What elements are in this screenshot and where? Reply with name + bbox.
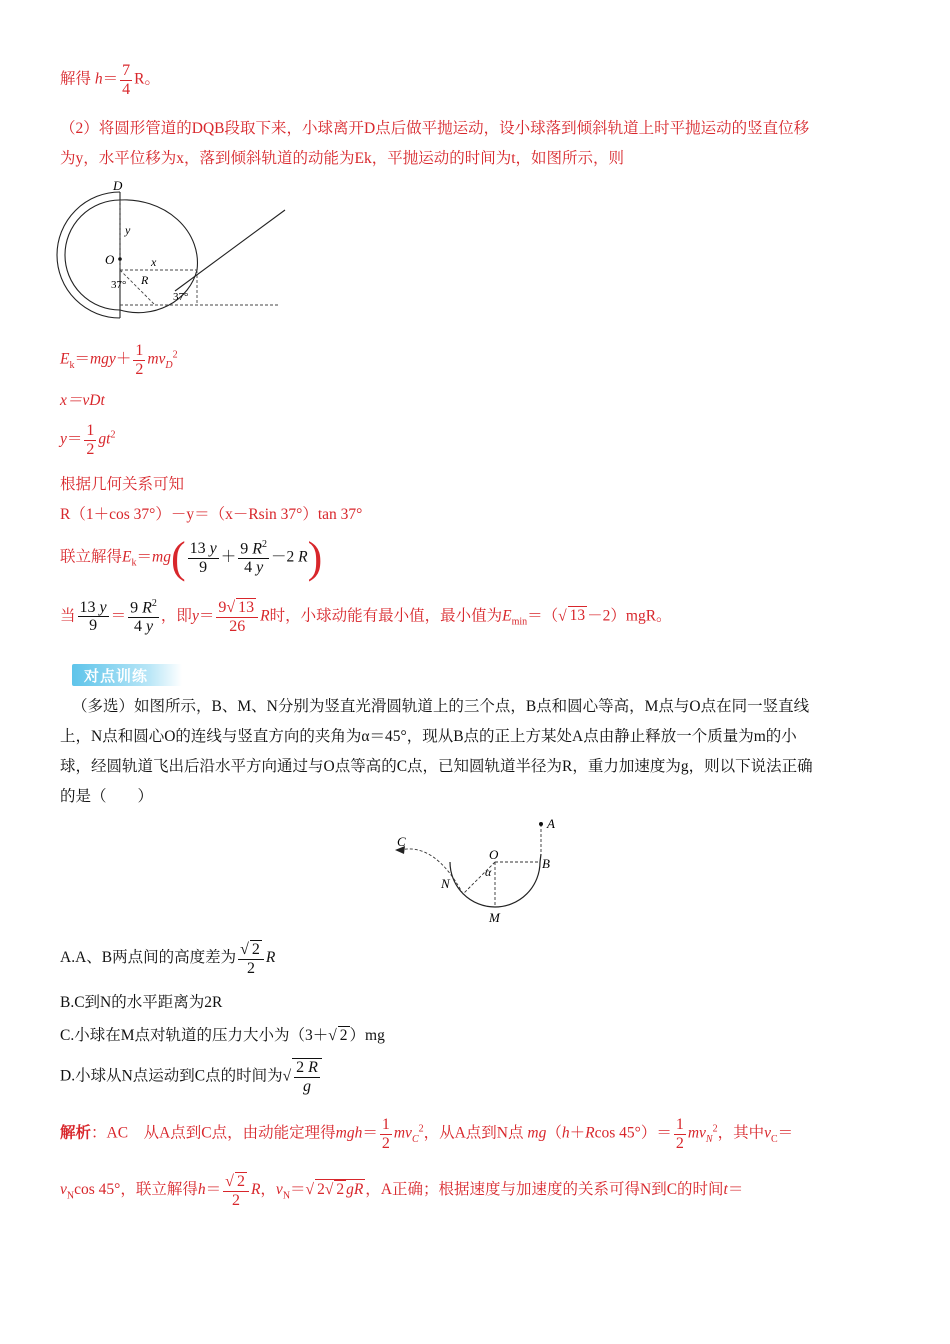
analysis-line1: 解析：AC 从A点到C点，由动能定理得mgh＝ $\frac{1}{2}$ $mv_C^2$，从A点到N点 mg（h＋Rcos 45°）＝ $\frac{1}{2}$ $mv_N^2$，其中$v_C=$	[60, 1116, 794, 1152]
h-result-tail: R。	[134, 70, 160, 88]
analysis-line1-c: ，其中	[717, 1124, 765, 1142]
label-alpha: α	[485, 865, 492, 879]
eq-y: y＝ $\frac{1}{2}$ $gt^2$	[60, 422, 116, 458]
when-prefix: 当	[60, 607, 76, 625]
label-O: O	[105, 252, 115, 267]
section-badge-text: 对点训练	[84, 667, 149, 685]
option-a-text: A.A、B两点间的高度差为	[60, 949, 237, 967]
section-badge	[72, 664, 182, 686]
geometry-eq: R（1＋cos 37°）－y＝（x－Rsin 37°）tan 37°	[60, 506, 363, 523]
option-c[interactable]: C.小球在M点对轨道的压力大小为（3＋√ 2 ）mg	[60, 1027, 385, 1044]
when-line: 当 $\frac{13 y}{9}$ ＝ $\frac{9 R^2}{4 y}$ ，即y＝ $\frac{9√ 13}{26}$ R时，小球动能有最小值，最小值为$E_{min}=(√$ 13 －2）mgR。	[60, 598, 672, 635]
question-line4: 的是（ ）	[60, 788, 154, 805]
diagram-circular-track	[385, 812, 565, 927]
track-right-edge	[540, 854, 541, 862]
part2-line1: （2）将圆形管道的DQB段取下来，小球离开D点后做平抛运动，设小球落到倾斜轨道上时平抛运动的竖直位移	[60, 120, 810, 137]
analysis-line1-a: 从A点到C点，由动能定理得	[143, 1124, 336, 1142]
label-angle-incline: 37°	[173, 291, 189, 303]
when-suffix: 时，小球动能有最小值，最小值为	[269, 607, 503, 625]
analysis-label: 解析	[60, 1124, 92, 1142]
joint-solve-label: 联立解得	[60, 548, 123, 566]
question-line3: 球，经圆轨道飞出后沿水平方向通过与O点等高的C点，已知圆轨道半径为R，重力加速度为g，则以下说法正确	[60, 758, 813, 775]
option-c-suffix: ）mg	[349, 1027, 385, 1044]
label-N: N	[441, 876, 450, 891]
option-d-text: D.小球从N点运动到C点的时间为	[60, 1067, 283, 1085]
label-M: M	[489, 910, 500, 925]
option-b[interactable]: B.C到N的水平距离为2R	[60, 994, 223, 1011]
option-a[interactable]: A.A、B两点间的高度差为 $\frac{√ 2}{2}$ R	[60, 941, 276, 977]
label-x: x	[151, 255, 157, 269]
dqb-arc	[120, 200, 197, 270]
part2-line2: 为y，水平位移为x，落到倾斜轨道的动能为Ek，平抛运动的时间为t，如图所示，则	[60, 150, 625, 167]
analysis-line2-a: ，联立解得	[120, 1181, 198, 1199]
label-A: A	[547, 816, 555, 831]
eq-ek: $E_k=mgy+$ $\frac{1}{2}$ $mv_D^2$	[60, 342, 178, 378]
label-R: R	[141, 273, 149, 287]
fraction-7-4: $\frac{7}{4}$	[122, 62, 131, 98]
h-result-prefix: 解得	[60, 70, 92, 88]
label-y: y	[125, 223, 131, 237]
option-d[interactable]: D.小球从N点运动到C点的时间为√ $\frac{2 R}{g}$	[60, 1058, 322, 1095]
label-B: B	[542, 856, 550, 871]
question-line1: （多选）如图所示，B、M、N分别为竖直光滑圆轨道上的三个点，B点和圆心等高，M点与O点在同一竖直线	[72, 698, 810, 715]
analysis-line1-b: ，从A点到N点	[423, 1124, 524, 1142]
min-value-tail: －2）mgR。	[587, 607, 672, 625]
incline-track	[175, 210, 285, 291]
h-result-line: 解得 h＝ $\frac{7}{4}$ R。	[60, 62, 160, 98]
label-O: O	[489, 847, 499, 862]
question-line2: 上，N点和圆心O的连线与竖直方向的夹角为α＝45°，现从B点的正上方某处A点由静止释放一个质量为m的小	[60, 728, 797, 745]
analysis-line2: $v_N\cos$ 45°，联立解得h＝ $\frac{√ 2}{2}$ R，$v_N=√$ 2√ 2 gR ，A正确；根据速度与加速度的关系可得N到C的时间t＝	[60, 1173, 744, 1209]
label-C: C	[397, 834, 406, 849]
joint-solve-line: 联立解得$E_k=mg$( $\frac{13 y}{9}$ ＋ $\frac{9 R^2}{4 y}$ －2 R)	[60, 533, 323, 582]
label-D: D	[113, 178, 123, 193]
when-mid: ，即	[160, 607, 192, 625]
analysis-answer: AC	[106, 1124, 129, 1142]
geometry-note: 根据几何关系可知	[60, 476, 185, 493]
analysis-line2-b: A正确；根据速度与加速度的关系可得N到C的时间	[380, 1181, 724, 1199]
eq-x: x＝vDt	[60, 392, 105, 409]
diagram-pipe-incline	[55, 178, 290, 320]
option-c-prefix: C.小球在M点对轨道的压力大小为（3＋	[60, 1027, 329, 1044]
label-angle-left: 37°	[111, 279, 127, 291]
